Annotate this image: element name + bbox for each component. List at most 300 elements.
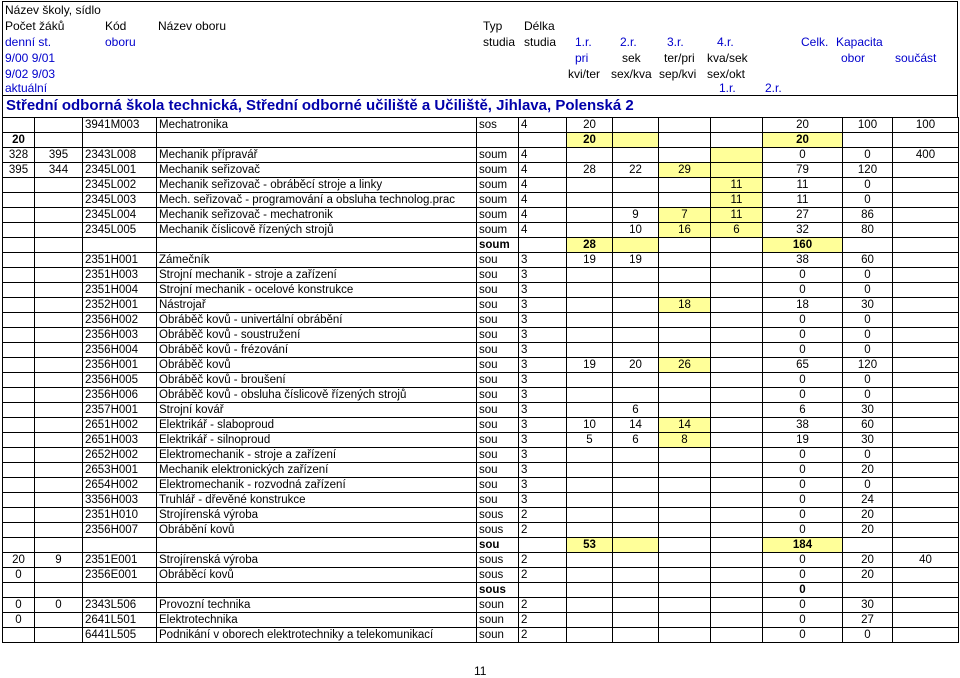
capacity-part-cell: 40 xyxy=(893,553,959,568)
y5-sub3: 2.r. xyxy=(765,81,782,95)
table-row xyxy=(3,238,959,253)
capacity-obor-cell xyxy=(843,538,893,553)
code-cell: 2653H001 xyxy=(83,463,157,478)
capacity-obor-cell: 0 xyxy=(843,343,893,358)
code-cell: 2357H001 xyxy=(83,403,157,418)
capacity-part-cell xyxy=(893,448,959,463)
y3-sub2: sep/kvi xyxy=(659,67,697,81)
table-row xyxy=(3,163,959,178)
pupils-prev-cell xyxy=(3,388,35,403)
type-cell: soum xyxy=(477,178,519,193)
name-cell: Mechanik seřizovač - mechatronik xyxy=(157,208,477,223)
y1-cell xyxy=(567,478,613,493)
y2-cell: 9 xyxy=(613,208,659,223)
y3-cell xyxy=(659,388,711,403)
capacity-obor-cell: 0 xyxy=(843,148,893,163)
code-cell: 2343L506 xyxy=(83,598,157,613)
y2-cell: 6 xyxy=(613,403,659,418)
page-number: 11 xyxy=(474,664,487,678)
pupils-curr-cell xyxy=(35,448,83,463)
y4-cell xyxy=(711,133,763,148)
type-cell: soum xyxy=(477,163,519,178)
y4-cell xyxy=(711,253,763,268)
y3-cell xyxy=(659,253,711,268)
y1-cell xyxy=(567,193,613,208)
capacity-part-cell xyxy=(893,133,959,148)
table-row xyxy=(3,148,959,163)
table-row xyxy=(3,568,959,583)
y3-cell: 7 xyxy=(659,208,711,223)
capacity-part-cell xyxy=(893,463,959,478)
pupils-curr-cell xyxy=(35,283,83,298)
name-cell: Nástrojař xyxy=(157,298,477,313)
name-cell: Provozní technika xyxy=(157,598,477,613)
y2-cell xyxy=(613,493,659,508)
capacity-part-cell xyxy=(893,403,959,418)
y3-cell xyxy=(659,193,711,208)
length-cell: 3 xyxy=(519,313,567,328)
y3-label: 3.r. xyxy=(667,35,684,49)
name-cell: Mechatronika xyxy=(157,118,477,133)
y3-cell xyxy=(659,268,711,283)
y4-cell: 11 xyxy=(711,208,763,223)
total-cell: 0 xyxy=(763,553,843,568)
name-cell xyxy=(157,583,477,598)
y3-sub: ter/pri xyxy=(664,51,695,65)
y4-cell: 11 xyxy=(711,178,763,193)
capacity-obor-cell: 20 xyxy=(843,568,893,583)
y3-cell xyxy=(659,628,711,643)
capacity-part-cell xyxy=(893,328,959,343)
pupils-prev-cell xyxy=(3,508,35,523)
total-cell: 0 xyxy=(763,628,843,643)
type-cell: sou xyxy=(477,418,519,433)
pupils-curr-cell: 395 xyxy=(35,148,83,163)
capacity-obor-cell: 86 xyxy=(843,208,893,223)
y4-cell xyxy=(711,583,763,598)
length-cell: 4 xyxy=(519,223,567,238)
school-title-band xyxy=(2,96,958,118)
code-cell: 2356H005 xyxy=(83,373,157,388)
code-label-2: oboru xyxy=(105,35,136,49)
code-cell: 2345L004 xyxy=(83,208,157,223)
table-row xyxy=(3,538,959,553)
y2-cell xyxy=(613,448,659,463)
type-cell: sou xyxy=(477,493,519,508)
total-cell: 0 xyxy=(763,388,843,403)
capacity-obor-cell: 20 xyxy=(843,553,893,568)
capacity-obor-cell: 0 xyxy=(843,628,893,643)
length-cell: 4 xyxy=(519,148,567,163)
y4-cell xyxy=(711,628,763,643)
pupils-prev-cell xyxy=(3,433,35,448)
pupils-curr-cell xyxy=(35,478,83,493)
total-cell: 0 xyxy=(763,583,843,598)
capacity-obor-cell: 0 xyxy=(843,313,893,328)
y3-cell: 29 xyxy=(659,163,711,178)
table-row xyxy=(3,298,959,313)
code-cell: 2641L501 xyxy=(83,613,157,628)
pupils-prev-cell xyxy=(3,583,35,598)
pupils-curr-cell: 344 xyxy=(35,163,83,178)
name-cell: Obrábění kovů xyxy=(157,523,477,538)
length-cell: 3 xyxy=(519,478,567,493)
y3-cell xyxy=(659,178,711,193)
pupils-label: Počet žáků xyxy=(5,19,65,33)
length-cell xyxy=(519,538,567,553)
name-cell: Obráběč kovů - obsluha číslicově řízených strojů xyxy=(157,388,477,403)
code-cell: 2352H001 xyxy=(83,298,157,313)
length-cell: 3 xyxy=(519,388,567,403)
y3-cell: 16 xyxy=(659,223,711,238)
type-cell: sou xyxy=(477,298,519,313)
capacity-part-cell xyxy=(893,313,959,328)
y1-cell xyxy=(567,178,613,193)
pupils-curr-cell xyxy=(35,193,83,208)
y2-cell xyxy=(613,373,659,388)
code-cell: 2356H001 xyxy=(83,358,157,373)
pupils-curr-cell xyxy=(35,628,83,643)
type-cell: sos xyxy=(477,118,519,133)
capacity-obor-label: obor xyxy=(841,51,866,65)
y3-cell xyxy=(659,313,711,328)
length-cell: 3 xyxy=(519,283,567,298)
pupils-prev-cell xyxy=(3,493,35,508)
capacity-part-cell xyxy=(893,493,959,508)
y3-cell: 18 xyxy=(659,298,711,313)
y4-cell xyxy=(711,523,763,538)
code-cell: 3356H003 xyxy=(83,493,157,508)
total-cell: 0 xyxy=(763,328,843,343)
name-label: Název oboru xyxy=(158,19,227,33)
capacity-obor-cell: 60 xyxy=(843,418,893,433)
capacity-part-cell xyxy=(893,628,959,643)
capacity-part-cell xyxy=(893,388,959,403)
pupils-curr-cell xyxy=(35,373,83,388)
total-cell: 0 xyxy=(763,508,843,523)
y4-cell xyxy=(711,403,763,418)
y2-cell xyxy=(613,118,659,133)
code-cell: 2351H010 xyxy=(83,508,157,523)
capacity-obor-cell: 30 xyxy=(843,403,893,418)
table-row xyxy=(3,178,959,193)
y1-cell: 53 xyxy=(567,538,613,553)
y2-sub: sek xyxy=(622,51,641,65)
pupils-prev-cell xyxy=(3,403,35,418)
length-cell: 2 xyxy=(519,523,567,538)
type-cell: sous xyxy=(477,508,519,523)
y2-cell xyxy=(613,193,659,208)
name-cell: Mechanik číslicově řízených strojů xyxy=(157,223,477,238)
length-cell: 4 xyxy=(519,208,567,223)
y2-sub2: sex/kva xyxy=(611,67,652,81)
y1-cell xyxy=(567,463,613,478)
code-cell: 2652H002 xyxy=(83,448,157,463)
capacity-part-cell xyxy=(893,418,959,433)
pupils-curr-cell xyxy=(35,313,83,328)
capacity-obor-cell: 30 xyxy=(843,598,893,613)
name-cell: Obráběcí kovů xyxy=(157,568,477,583)
y3-cell xyxy=(659,463,711,478)
pupils-prev-cell xyxy=(3,253,35,268)
total-cell: 65 xyxy=(763,358,843,373)
y2-cell xyxy=(613,343,659,358)
capacity-obor-cell: 30 xyxy=(843,298,893,313)
pupils-curr-cell xyxy=(35,493,83,508)
capacity-part-cell xyxy=(893,508,959,523)
pupils-curr-cell xyxy=(35,298,83,313)
y3-cell xyxy=(659,118,711,133)
y2-cell: 6 xyxy=(613,433,659,448)
pupils-prev-cell xyxy=(3,298,35,313)
capacity-obor-cell: 0 xyxy=(843,178,893,193)
type-cell: sous xyxy=(477,568,519,583)
total-cell: 27 xyxy=(763,208,843,223)
y3-cell xyxy=(659,493,711,508)
type-cell: sou xyxy=(477,478,519,493)
y4-cell xyxy=(711,313,763,328)
name-cell xyxy=(157,538,477,553)
capacity-obor-cell: 20 xyxy=(843,523,893,538)
type-cell: sou xyxy=(477,328,519,343)
type-cell: soun xyxy=(477,628,519,643)
y1-cell xyxy=(567,313,613,328)
table-row xyxy=(3,523,959,538)
table-row xyxy=(3,268,959,283)
pupils-prev-cell: 328 xyxy=(3,148,35,163)
total-cell: 0 xyxy=(763,448,843,463)
total-cell: 0 xyxy=(763,373,843,388)
capacity-obor-cell: 80 xyxy=(843,223,893,238)
table-row xyxy=(3,508,959,523)
y4-cell xyxy=(711,118,763,133)
pupils-prev-cell xyxy=(3,238,35,253)
capacity-obor-cell: 24 xyxy=(843,493,893,508)
code-cell: 2345L003 xyxy=(83,193,157,208)
programs-table xyxy=(2,117,959,643)
y4-cell xyxy=(711,493,763,508)
table-row xyxy=(3,208,959,223)
y1-cell: 20 xyxy=(567,133,613,148)
total-cell: 11 xyxy=(763,178,843,193)
pupils-prev-cell xyxy=(3,328,35,343)
pupils-prev-cell: 20 xyxy=(3,133,35,148)
code-cell: 2654H002 xyxy=(83,478,157,493)
name-cell: Obráběč kovů xyxy=(157,358,477,373)
name-cell: Obráběč kovů - univertální obrábění xyxy=(157,313,477,328)
name-cell: Strojní mechanik - ocelové konstrukce xyxy=(157,283,477,298)
capacity-part-cell xyxy=(893,253,959,268)
y3-cell xyxy=(659,133,711,148)
pupils-curr-cell xyxy=(35,358,83,373)
y2-cell xyxy=(613,238,659,253)
y1-cell xyxy=(567,328,613,343)
table-header xyxy=(2,1,958,96)
type-cell: soum xyxy=(477,238,519,253)
pupils-prev-cell xyxy=(3,283,35,298)
y3-cell xyxy=(659,553,711,568)
capacity-obor-cell: 27 xyxy=(843,613,893,628)
type-label: Typ xyxy=(483,19,503,33)
y3-cell xyxy=(659,508,711,523)
total-label: Celk. xyxy=(801,35,829,49)
pupils-prev-cell: 20 xyxy=(3,553,35,568)
y3-cell xyxy=(659,613,711,628)
type-cell: sou xyxy=(477,538,519,553)
y1-cell xyxy=(567,148,613,163)
y3-cell xyxy=(659,568,711,583)
capacity-part-cell xyxy=(893,268,959,283)
pupils-prev-cell xyxy=(3,448,35,463)
capacity-part-cell xyxy=(893,598,959,613)
capacity-part-cell xyxy=(893,283,959,298)
school-label: Název školy, sídlo xyxy=(5,3,101,17)
y1-cell: 19 xyxy=(567,253,613,268)
pupils-curr-cell xyxy=(35,583,83,598)
code-cell xyxy=(83,538,157,553)
code-cell: 2351E001 xyxy=(83,553,157,568)
y4-cell xyxy=(711,478,763,493)
type-cell: sou xyxy=(477,283,519,298)
name-cell: Strojírenská výroba xyxy=(157,508,477,523)
total-cell: 32 xyxy=(763,223,843,238)
length-cell: 3 xyxy=(519,328,567,343)
pupils-prev-cell xyxy=(3,268,35,283)
length-cell: 2 xyxy=(519,568,567,583)
name-cell xyxy=(157,238,477,253)
y3-cell xyxy=(659,598,711,613)
capacity-obor-cell: 60 xyxy=(843,253,893,268)
pupils-curr-cell xyxy=(35,433,83,448)
total-cell: 0 xyxy=(763,268,843,283)
y2-cell xyxy=(613,388,659,403)
y4-sub2: sex/okt xyxy=(707,67,746,81)
y1-cell xyxy=(567,283,613,298)
table-row xyxy=(3,223,959,238)
length-cell: 3 xyxy=(519,298,567,313)
total-cell: 20 xyxy=(763,118,843,133)
y1-cell xyxy=(567,208,613,223)
y2-cell xyxy=(613,523,659,538)
capacity-obor-cell: 0 xyxy=(843,328,893,343)
capacity-part-cell: 400 xyxy=(893,148,959,163)
total-cell: 6 xyxy=(763,403,843,418)
y4-cell xyxy=(711,148,763,163)
pupils-curr-cell: 9 xyxy=(35,553,83,568)
code-cell: 2356H006 xyxy=(83,388,157,403)
total-cell: 0 xyxy=(763,493,843,508)
code-cell: 2356H004 xyxy=(83,343,157,358)
capacity-part-cell xyxy=(893,568,959,583)
y2-cell: 10 xyxy=(613,223,659,238)
y2-cell xyxy=(613,478,659,493)
y1-cell xyxy=(567,628,613,643)
pupils-prev-cell xyxy=(3,478,35,493)
total-cell: 38 xyxy=(763,253,843,268)
name-cell: Elektromechanik - rozvodná zařízení xyxy=(157,478,477,493)
table-row xyxy=(3,478,959,493)
y4-cell xyxy=(711,538,763,553)
y3-cell xyxy=(659,523,711,538)
total-cell: 11 xyxy=(763,193,843,208)
code-cell: 2356H007 xyxy=(83,523,157,538)
pupils-prev-cell xyxy=(3,538,35,553)
y3-cell xyxy=(659,238,711,253)
type-cell: soun xyxy=(477,613,519,628)
pupils-prev-cell: 0 xyxy=(3,568,35,583)
capacity-obor-cell: 0 xyxy=(843,388,893,403)
type-cell: sou xyxy=(477,268,519,283)
y3-cell: 8 xyxy=(659,433,711,448)
pupils-curr-cell xyxy=(35,538,83,553)
pupils-prev-cell xyxy=(3,313,35,328)
total-cell: 0 xyxy=(763,313,843,328)
table-row xyxy=(3,358,959,373)
y4-sub: kva/sek xyxy=(707,51,748,65)
code-label: Kód xyxy=(105,19,127,33)
pupils-prev-cell: 395 xyxy=(3,163,35,178)
years-label-1: 9/00 9/01 xyxy=(5,51,56,65)
capacity-obor-cell xyxy=(843,583,893,598)
table-row xyxy=(3,598,959,613)
code-cell: 2356H002 xyxy=(83,313,157,328)
y4-cell xyxy=(711,598,763,613)
total-cell: 18 xyxy=(763,298,843,313)
capacity-part-cell xyxy=(893,223,959,238)
y1-cell xyxy=(567,493,613,508)
length-cell xyxy=(519,583,567,598)
length-cell: 2 xyxy=(519,613,567,628)
code-cell: 6441L505 xyxy=(83,628,157,643)
y2-label: 2.r. xyxy=(620,35,637,49)
code-cell: 2651H002 xyxy=(83,418,157,433)
code-cell xyxy=(83,583,157,598)
y1-cell xyxy=(567,343,613,358)
y3-cell: 14 xyxy=(659,418,711,433)
code-cell: 2345L001 xyxy=(83,163,157,178)
length-cell: 4 xyxy=(519,178,567,193)
capacity-part-cell: 100 xyxy=(893,118,959,133)
y4-cell xyxy=(711,418,763,433)
pupils-prev-cell: 0 xyxy=(3,598,35,613)
y2-cell: 20 xyxy=(613,358,659,373)
capacity-part-cell xyxy=(893,523,959,538)
capacity-part-cell xyxy=(893,433,959,448)
pupils-curr-cell xyxy=(35,403,83,418)
pupils-curr-cell xyxy=(35,223,83,238)
pupils-curr-cell xyxy=(35,523,83,538)
y2-cell xyxy=(613,298,659,313)
y4-cell xyxy=(711,268,763,283)
capacity-part-cell xyxy=(893,208,959,223)
length-cell: 2 xyxy=(519,553,567,568)
y2-cell xyxy=(613,283,659,298)
y1-cell xyxy=(567,568,613,583)
code-cell: 2345L002 xyxy=(83,178,157,193)
y4-cell xyxy=(711,328,763,343)
table-row xyxy=(3,343,959,358)
capacity-obor-cell xyxy=(843,238,893,253)
y3-cell: 26 xyxy=(659,358,711,373)
table-row xyxy=(3,328,959,343)
table-row xyxy=(3,283,959,298)
y3-cell xyxy=(659,403,711,418)
code-cell: 2351H001 xyxy=(83,253,157,268)
capacity-obor-cell: 0 xyxy=(843,283,893,298)
type-cell: soum xyxy=(477,148,519,163)
y4-cell xyxy=(711,358,763,373)
y2-cell: 14 xyxy=(613,418,659,433)
